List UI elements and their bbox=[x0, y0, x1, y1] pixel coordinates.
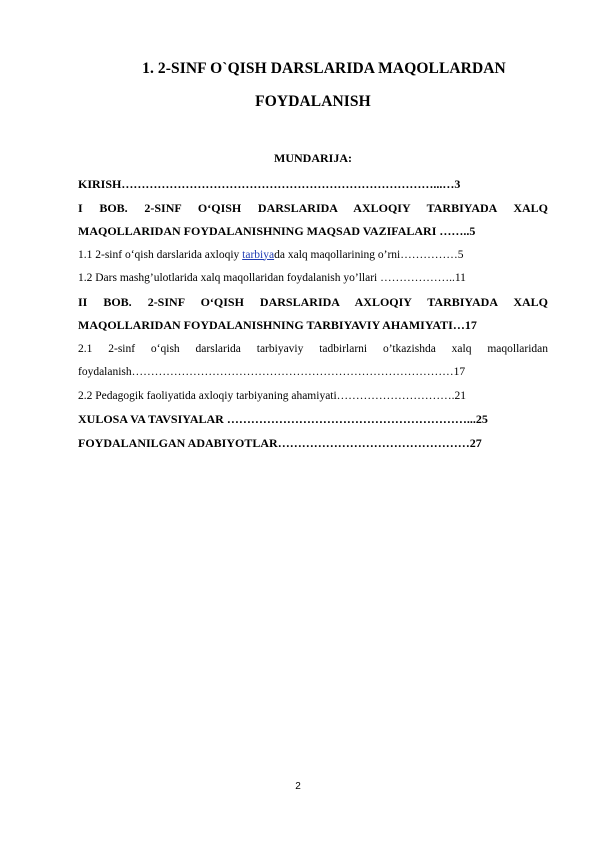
toc-entry-section-1-1-text-start: 1.1 2-sinf o‘qish darslarida axloqiy bbox=[78, 248, 243, 261]
page-number: 2 bbox=[295, 781, 301, 792]
document-title-line-1: 1. 2-SINF O`QISH DARSLARIDA MAQOLLARDAN bbox=[142, 60, 506, 77]
toc-entry-references[interactable]: FOYDALANILGAN ADABIYOTLAR…………………………………………27 bbox=[78, 435, 482, 450]
toc-entry-section-1-1[interactable] bbox=[78, 244, 548, 268]
toc-entry-conclusion[interactable]: XULOSA VA TAVSIYALAR ……………………………………………………...25 bbox=[78, 412, 488, 426]
toc-entry-section-2-2[interactable]: 2.2 Pedagogik faoliyatida axloqiy tarbiyaning ahamiyati………………………….21 bbox=[78, 389, 467, 402]
document-title-line-2: FOYDALANISH bbox=[255, 93, 371, 110]
toc-entry-chapter-1-line-2[interactable]: MAQOLLARIDAN FOYDALANISHNING MAQSAD VAZIFALARI ……..5 bbox=[78, 224, 476, 238]
table-of-contents bbox=[78, 173, 548, 455]
toc-entry-chapter-2-line-1[interactable]: II BOB. 2-SINF O‘QISH DARSLARIDA AXLOQIY TARBIYADA XALQ bbox=[78, 294, 548, 309]
toc-entry-kirish[interactable]: KIRISH……………………………………………………………………...…3 bbox=[78, 177, 461, 191]
toc-entry-section-2-1-line-1[interactable]: 2.1 2-sinf o‘qish darslarida tarbiyaviy tadbirlarni o’tkazishda xalq maqollaridan bbox=[78, 342, 548, 355]
toc-entry-section-2-1-line-2[interactable]: foydalanish…………………………………………………………………………17 bbox=[78, 366, 466, 378]
toc-heading: MUNDARIJA: bbox=[274, 151, 352, 165]
toc-entry-section-1-1-text-end: da xalq maqollarining o’rni……………5 bbox=[274, 248, 464, 261]
toc-entry-chapter-1-line-1[interactable]: I BOB. 2-SINF O‘QISH DARSLARIDA AXLOQIY TARBIYADA XALQ bbox=[78, 200, 548, 215]
toc-entry-section-1-2[interactable]: 1.2 Dars mashg’ulotlarida xalq maqollaridan foydalanish yo’llari ………………..11 bbox=[78, 272, 466, 284]
tarbiya-link[interactable]: tarbiya bbox=[242, 248, 275, 261]
toc-entry-chapter-2-line-2[interactable]: MAQOLLARIDAN FOYDALANISHNING TARBIYAVIY AHAMIYATI…17 bbox=[78, 318, 477, 332]
